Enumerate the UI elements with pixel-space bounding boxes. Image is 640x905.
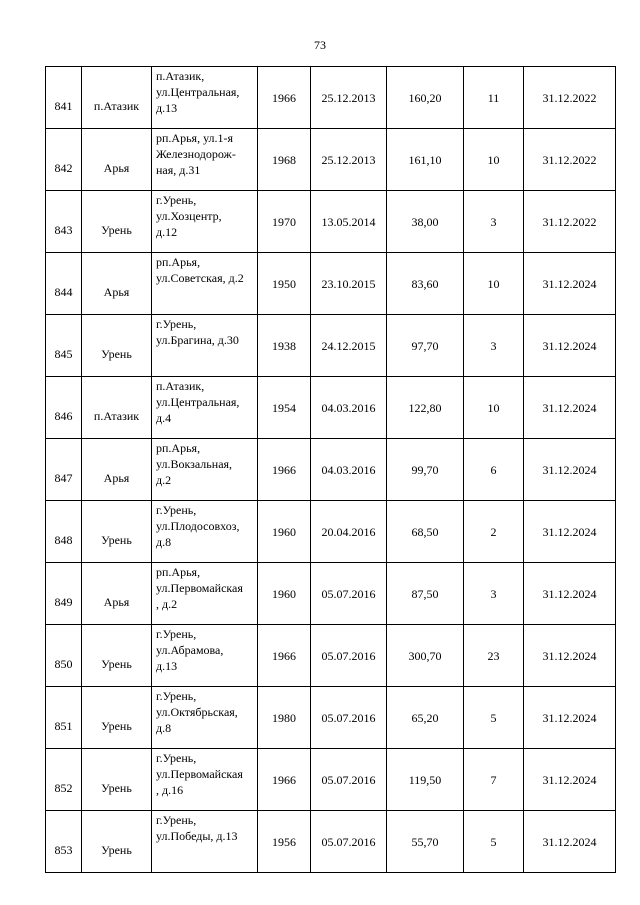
table-body [46, 67, 616, 873]
cell-deadline: 31.12.2024 [524, 253, 616, 315]
cell-area: 300,70 [387, 625, 464, 687]
cell-settlement: п.Атазик [82, 377, 152, 439]
address-line: г.Урень, [156, 193, 197, 207]
table-row [46, 439, 616, 501]
address-line: ул.Брагина, д.30 [156, 333, 239, 347]
address-line: п.Атазик, [156, 69, 205, 83]
address-line: рп.Арья, ул.1-я [156, 131, 234, 145]
cell-address [152, 191, 258, 253]
cell-year: 1970 [258, 191, 311, 253]
cell-settlement: Урень [82, 501, 152, 563]
cell-settlement: п.Атазик [82, 67, 152, 129]
address-line: ул.Первомайская [156, 767, 243, 781]
cell-year: 1966 [258, 749, 311, 811]
table-row [46, 625, 616, 687]
cell-year: 1960 [258, 563, 311, 625]
cell-year: 1966 [258, 439, 311, 501]
cell-number: 846 [46, 377, 82, 439]
cell-settlement: Арья [82, 563, 152, 625]
cell-residents: 10 [464, 129, 524, 191]
cell-date: 20.04.2016 [311, 501, 387, 563]
cell-date: 25.12.2013 [311, 67, 387, 129]
address-line: ул.Центральная, [156, 395, 240, 409]
cell-deadline: 31.12.2024 [524, 377, 616, 439]
housing-registry-table [45, 66, 616, 873]
cell-residents: 2 [464, 501, 524, 563]
cell-address [152, 811, 258, 873]
cell-deadline: 31.12.2024 [524, 563, 616, 625]
cell-deadline: 31.12.2022 [524, 129, 616, 191]
address-line: г.Урень, [156, 813, 197, 827]
address-line: рп.Арья, [156, 255, 201, 269]
cell-number: 849 [46, 563, 82, 625]
table-row [46, 129, 616, 191]
address-line: г.Урень, [156, 503, 197, 517]
cell-deadline: 31.12.2024 [524, 811, 616, 873]
cell-settlement: Урень [82, 687, 152, 749]
cell-number: 853 [46, 811, 82, 873]
address-line: рп.Арья, [156, 441, 201, 455]
cell-deadline: 31.12.2024 [524, 625, 616, 687]
cell-date: 05.07.2016 [311, 811, 387, 873]
cell-area: 55,70 [387, 811, 464, 873]
cell-date: 05.07.2016 [311, 563, 387, 625]
cell-settlement: Урень [82, 315, 152, 377]
address-line: п.Атазик, [156, 379, 205, 393]
cell-settlement: Урень [82, 625, 152, 687]
cell-number: 844 [46, 253, 82, 315]
address-line: , д.2 [156, 597, 178, 611]
cell-residents: 23 [464, 625, 524, 687]
address-line: ная, д.31 [156, 163, 201, 177]
cell-address [152, 315, 258, 377]
cell-year: 1960 [258, 501, 311, 563]
cell-deadline: 31.12.2024 [524, 749, 616, 811]
cell-address [152, 129, 258, 191]
table-row [46, 377, 616, 439]
cell-residents: 5 [464, 687, 524, 749]
cell-date: 05.07.2016 [311, 687, 387, 749]
cell-residents: 11 [464, 67, 524, 129]
cell-number: 841 [46, 67, 82, 129]
cell-settlement: Урень [82, 749, 152, 811]
cell-date: 05.07.2016 [311, 749, 387, 811]
cell-residents: 3 [464, 563, 524, 625]
cell-deadline: 31.12.2022 [524, 67, 616, 129]
address-line: ул.Центральная, [156, 85, 240, 99]
address-line: д.8 [156, 721, 172, 735]
cell-date: 04.03.2016 [311, 377, 387, 439]
cell-address [152, 687, 258, 749]
cell-settlement: Арья [82, 439, 152, 501]
cell-address [152, 439, 258, 501]
address-line: д.8 [156, 535, 172, 549]
cell-number: 842 [46, 129, 82, 191]
address-line: д.13 [156, 101, 178, 115]
page-number: 73 [314, 38, 326, 52]
cell-date: 23.10.2015 [311, 253, 387, 315]
table-row [46, 563, 616, 625]
cell-year: 1938 [258, 315, 311, 377]
cell-number: 848 [46, 501, 82, 563]
cell-settlement: Урень [82, 191, 152, 253]
cell-deadline: 31.12.2024 [524, 439, 616, 501]
address-line: ул.Вокзальная, [156, 457, 233, 471]
cell-residents: 10 [464, 377, 524, 439]
cell-area: 87,50 [387, 563, 464, 625]
cell-address [152, 563, 258, 625]
cell-number: 845 [46, 315, 82, 377]
cell-settlement: Арья [82, 253, 152, 315]
cell-address [152, 749, 258, 811]
cell-year: 1966 [258, 625, 311, 687]
cell-date: 25.12.2013 [311, 129, 387, 191]
table-row [46, 811, 616, 873]
address-line: г.Урень, [156, 751, 197, 765]
cell-residents: 3 [464, 315, 524, 377]
address-line: ул.Первомайская [156, 581, 243, 595]
cell-number: 843 [46, 191, 82, 253]
cell-residents: 7 [464, 749, 524, 811]
cell-year: 1950 [258, 253, 311, 315]
cell-area: 119,50 [387, 749, 464, 811]
address-line: рп.Арья, [156, 565, 201, 579]
address-line: г.Урень, [156, 317, 197, 331]
address-line: г.Урень, [156, 627, 197, 641]
cell-address [152, 67, 258, 129]
cell-residents: 5 [464, 811, 524, 873]
address-line: ул.Октябрьская, [156, 705, 238, 719]
cell-area: 122,80 [387, 377, 464, 439]
address-line: д.12 [156, 225, 178, 239]
address-line: г.Урень, [156, 689, 197, 703]
cell-settlement: Арья [82, 129, 152, 191]
cell-residents: 3 [464, 191, 524, 253]
cell-year: 1968 [258, 129, 311, 191]
address-line: ул.Плодосовхоз, [156, 519, 240, 533]
cell-number: 851 [46, 687, 82, 749]
cell-deadline: 31.12.2022 [524, 191, 616, 253]
cell-area: 97,70 [387, 315, 464, 377]
cell-area: 160,20 [387, 67, 464, 129]
cell-date: 04.03.2016 [311, 439, 387, 501]
address-line: , д.16 [156, 783, 184, 797]
table-row [46, 191, 616, 253]
cell-area: 65,20 [387, 687, 464, 749]
cell-area: 99,70 [387, 439, 464, 501]
cell-deadline: 31.12.2024 [524, 501, 616, 563]
address-line: д.13 [156, 659, 178, 673]
cell-number: 850 [46, 625, 82, 687]
table-row [46, 67, 616, 129]
table-row [46, 749, 616, 811]
cell-residents: 6 [464, 439, 524, 501]
cell-area: 161,10 [387, 129, 464, 191]
address-line: ул.Победы, д.13 [156, 829, 238, 843]
cell-year: 1954 [258, 377, 311, 439]
cell-residents: 10 [464, 253, 524, 315]
address-line: ул.Хозцентр, [156, 209, 222, 223]
table-row [46, 315, 616, 377]
cell-year: 1980 [258, 687, 311, 749]
address-line: д.2 [156, 473, 172, 487]
table-row [46, 687, 616, 749]
address-line: ул.Советская, д.2 [156, 271, 244, 285]
address-line: Железнодорож- [156, 147, 236, 161]
cell-deadline: 31.12.2024 [524, 315, 616, 377]
cell-area: 68,50 [387, 501, 464, 563]
cell-date: 13.05.2014 [311, 191, 387, 253]
cell-address [152, 377, 258, 439]
cell-year: 1956 [258, 811, 311, 873]
cell-area: 38,00 [387, 191, 464, 253]
cell-number: 847 [46, 439, 82, 501]
cell-number: 852 [46, 749, 82, 811]
cell-settlement: Урень [82, 811, 152, 873]
cell-date: 24.12.2015 [311, 315, 387, 377]
table-row [46, 501, 616, 563]
table-row [46, 253, 616, 315]
cell-area: 83,60 [387, 253, 464, 315]
address-line: д.4 [156, 411, 172, 425]
address-line: ул.Абрамова, [156, 643, 224, 657]
cell-year: 1966 [258, 67, 311, 129]
cell-date: 05.07.2016 [311, 625, 387, 687]
cell-address [152, 501, 258, 563]
cell-address [152, 625, 258, 687]
cell-deadline: 31.12.2024 [524, 687, 616, 749]
cell-address [152, 253, 258, 315]
